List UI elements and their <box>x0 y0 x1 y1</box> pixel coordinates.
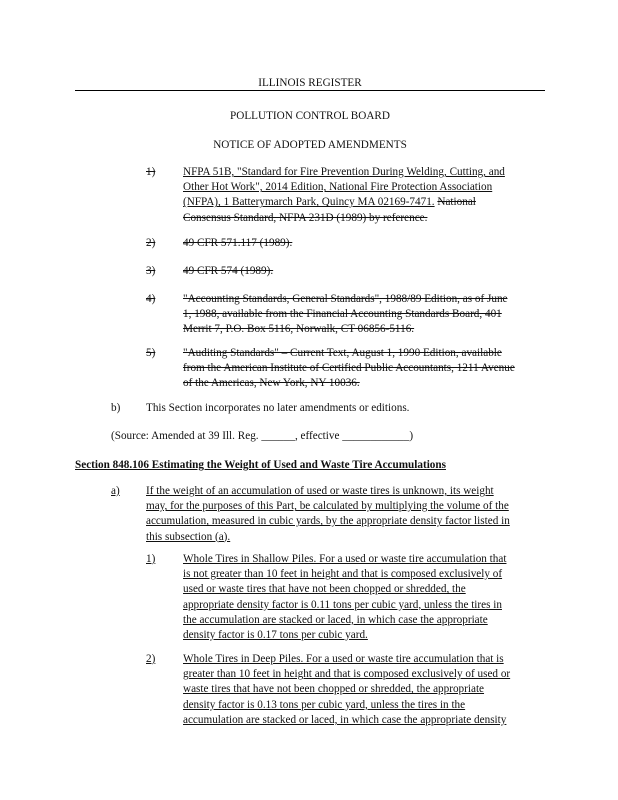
header-rule <box>75 90 545 91</box>
sub-2-line-1: Whole Tires in Deep Piles. For a used or waste tire accumulation that is <box>183 653 504 665</box>
sub-1-line-4: appropriate density factor is 0.11 tons per cubic yard, unless the tires in <box>183 598 502 611</box>
item-1-text <box>183 165 543 226</box>
item-5-line-1: "Auditing Standards" – Current Text, August 1, 1990 Edition, available <box>183 347 502 359</box>
register-title: ILLINOIS REGISTER <box>258 77 362 89</box>
subsection-a-line-1: If the weight of an accumulation of used or waste tires is unknown, its weight <box>146 485 494 497</box>
subsection-a-line-4: this subsection (a). <box>146 530 231 543</box>
item-1-line-4: Consensus Standard, NFPA 231D (1989) by reference. <box>183 211 428 224</box>
sub-2-line-2: greater than 10 feet in height and that is composed exclusively of used or <box>183 668 511 681</box>
item-1-number: 1) <box>146 166 156 178</box>
subsection-a-line-2: may, for the purposes of this Part, be calculated by multiplying the volume of the <box>146 500 509 513</box>
item-3-number: 3) <box>146 265 156 277</box>
item-1-line-3: (NFPA), 1 Batterymarch Park, Quincy MA 02169-7471. <box>183 196 435 209</box>
subsection-a-label: a) <box>111 485 120 497</box>
item-2-text: 49 CFR 571.117 (1989). <box>183 237 293 249</box>
subsection-b-text: This Section incorporates no later amendments or editions. <box>146 402 410 414</box>
sub-2-line-3: waste tires that have not been chopped or shredded, the appropriate <box>183 683 485 696</box>
item-5-line-2: from the American Institute of Certified Public Accountants, 1211 Avenue <box>183 362 515 375</box>
source-note: (Source: Amended at 39 Ill. Reg. ______, effective ____________) <box>111 430 414 442</box>
item-4-line-1: "Accounting Standards, General Standards", 1988/89 Edition, as of June <box>183 293 508 305</box>
item-4-line-2: 1, 1988, available from the Financial Accounting Standards Board, 401 <box>183 308 502 321</box>
sub-2-line-4: density factor is 0.13 tons per cubic yard, unless the tires in the <box>183 698 466 711</box>
notice-title: NOTICE OF ADOPTED AMENDMENTS <box>213 139 407 151</box>
item-4-line-3: Merrit 7, P.O. Box 5116, Norwalk, CT 06856-5116. <box>183 323 415 336</box>
sub-1-line-2: is not greater than 10 feet in height and that is composed exclusively of <box>183 568 503 581</box>
sub-2-text <box>183 652 543 728</box>
sub-1-text <box>183 552 543 643</box>
item-5-number: 5) <box>146 347 156 359</box>
sub-1-line-6: density factor is 0.17 tons per cubic yard. <box>183 629 368 642</box>
item-1-line-1: NFPA 51B, "Standard for Fire Prevention During Welding, Cutting, and <box>183 166 505 178</box>
sub-2-line-5: accumulation are stacked or laced, in which case the appropriate density <box>183 713 507 726</box>
item-4-number: 4) <box>146 293 156 305</box>
sub-1-line-3: used or waste tires that have not been chopped or shredded, the <box>183 583 466 596</box>
sub-1-label: 1) <box>146 553 156 565</box>
sub-1-line-1: Whole Tires in Shallow Piles. For a used or waste tire accumulation that <box>183 553 507 565</box>
item-2-number: 2) <box>146 237 156 249</box>
item-5-text <box>183 346 548 392</box>
section-heading: Section 848.106 Estimating the Weight of Used and Waste Tire Accumulations <box>75 459 446 471</box>
subsection-a-line-3: accumulation, measured in cubic yards, by the appropriate density factor listed in <box>146 515 510 528</box>
item-5-line-3: of the Americas, New York, NY 10036. <box>183 377 360 390</box>
item-3-text: 49 CFR 574 (1989). <box>183 265 274 277</box>
subsection-b-label: b) <box>111 402 121 414</box>
sub-2-label: 2) <box>146 653 156 665</box>
item-4-text <box>183 292 543 338</box>
subsection-a-text <box>146 484 546 545</box>
sub-1-line-5: the accumulation are stacked or laced, in which case the appropriate <box>183 613 488 626</box>
item-1-line-2: Other Hot Work", 2014 Edition, National Fire Protection Association <box>183 181 493 194</box>
item-1-struck-tail: National <box>437 196 476 209</box>
board-name: POLLUTION CONTROL BOARD <box>230 110 390 122</box>
